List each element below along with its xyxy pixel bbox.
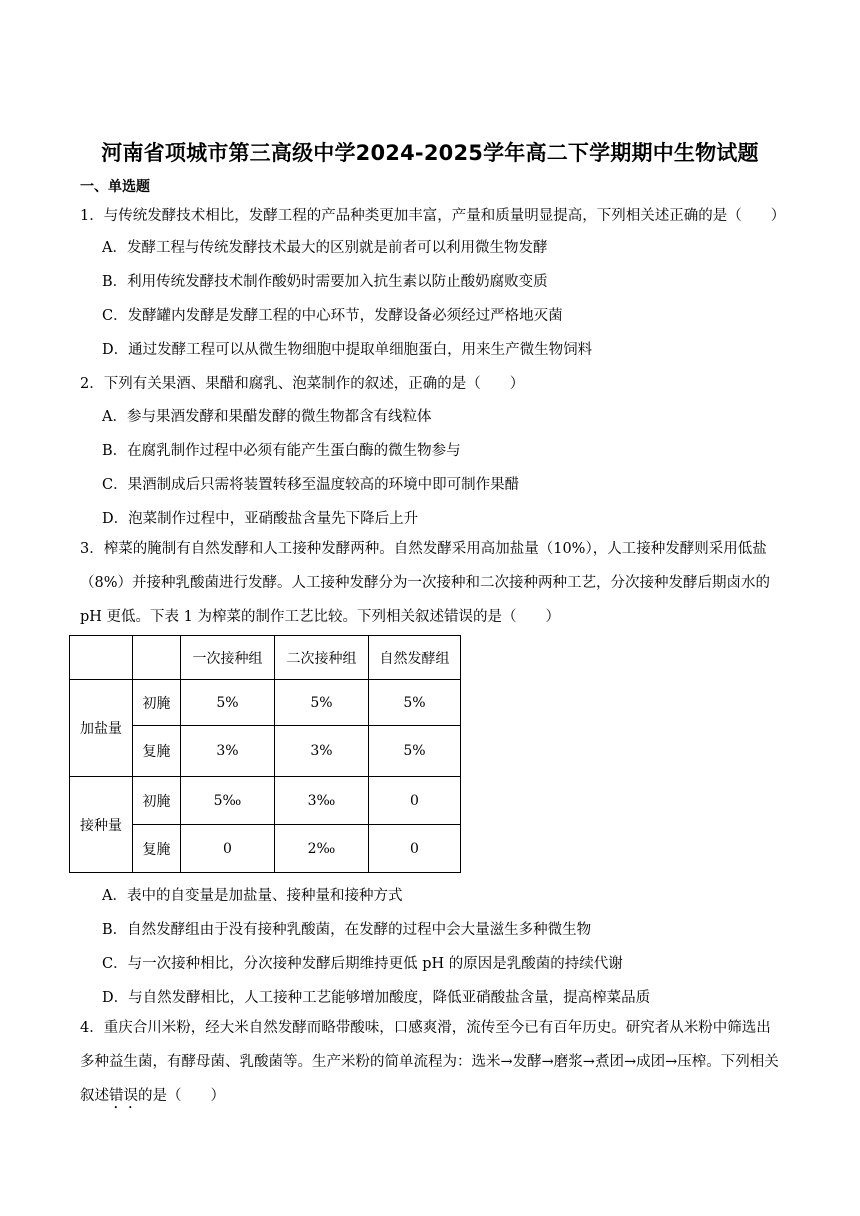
table-stage-cell: 复腌 [133,726,181,777]
question-3-option-c: C．与一次接种相比，分次接种发酵后期维持更低 pH 的原因是乳酸菌的持续代谢 [102,956,623,972]
question-2-option-a: A．参与果酒发酵和果醋发酵的微生物都含有线粒体 [102,409,432,425]
section-heading: 一、单选题 [80,179,150,195]
table-cell: 5% [181,680,275,726]
question-1-stem: 1．与传统发酵技术相比，发酵工程的产品种类更加丰富，产量和质量明显提高，下列相关述正确的是（ ） [80,208,786,224]
table-cell: 3% [181,726,275,777]
table-header-cell: 一次接种组 [181,636,275,680]
question-1-option-a: A．发酵工程与传统发酵技术最大的区别就是前者可以利用微生物发酵 [102,240,548,256]
question-2-option-b: B．在腐乳制作过程中必须有能产生蛋白酶的微生物参与 [102,443,461,459]
table-cell: 5‰ [181,777,275,825]
table-group-label: 加盐量 [70,680,133,777]
question-3-option-b: B．自然发酵组由于没有接种乳酸菌，在发酵的过程中会大量滋生多种微生物 [102,922,592,938]
question-3-option-a: A．表中的自变量是加盐量、接种量和接种方式 [102,888,403,904]
table-cell: 2‰ [275,825,369,873]
table-cell: 0 [369,777,461,825]
question-4-stem-lead: 下列相关叙述 [80,1054,779,1104]
table-cell: 3‰ [275,777,369,825]
table-cell: 3% [275,726,369,777]
table-cell: 5% [369,726,461,777]
question-1-option-c: C．发酵罐内发酵是发酵工程的中心环节，发酵设备必须经过严格地灭菌 [102,308,563,324]
question-3-stem: 3．榨菜的腌制有自然发酵和人工接种发酵两种。自然发酵采用高加盐量（10%），人工接种发酵则采用低盐（8%）并接种乳酸菌进行发酵。人工接种发酵分为一次接种和二次接种两种工艺，分次接种发酵后期卤水的 pH 更低。下表 1 为榨菜的制作工艺比较。下列相关叙述错误的是（ ） [80,541,770,625]
table-corner-cell [133,636,181,680]
question-4-stem-text: 4．重庆合川米粉，经大米自然发酵而略带酸味，口感爽滑，流传至今已有百年历史。研究者从米粉中筛选出多种益生菌，有酵母菌、乳酸菌等。生产米粉的简单流程为：选米→发酵→磨浆→煮团→成团→压榨。 [80,1020,771,1070]
question-4-emphasis: 错误 [109,1088,138,1104]
question-3-option-d: D．与自然发酵相比，人工接种工艺能够增加酸度，降低亚硝酸盐含量，提高榨菜品质 [102,990,651,1006]
table-cell: 5% [369,680,461,726]
table-corner-cell [70,636,133,680]
table-cell: 0 [181,825,275,873]
table-cell: 5% [275,680,369,726]
question-2-option-c: C．果酒制成后只需将装置转移至温度较高的环境中即可制作果醋 [102,477,520,493]
question-4-stem [80,1011,785,1113]
table-group-label: 接种量 [70,777,133,873]
table-stage-cell: 初腌 [133,777,181,825]
page-title: 河南省项城市第三高级中学2024-2025学年高二下学期期中生物试题 [101,141,759,165]
table-cell: 0 [369,825,461,873]
question-1-option-b: B．利用传统发酵技术制作酸奶时需要加入抗生素以防止酸奶腐败变质 [102,274,548,290]
question-2-option-d: D．泡菜制作过程中，亚硝酸盐含量先下降后上升 [102,511,419,527]
table-stage-cell: 复腌 [133,825,181,873]
question-4-stem-tail: 的是（ ） [138,1088,225,1104]
table-stage-cell: 初腌 [133,680,181,726]
table-header-cell: 二次接种组 [275,636,369,680]
question-2-stem: 2．下列有关果酒、果醋和腐乳、泡菜制作的叙述，正确的是（ ） [80,376,525,392]
comparison-table [69,635,461,873]
table-header-cell: 自然发酵组 [369,636,461,680]
question-1-option-d: D．通过发酵工程可以从微生物细胞中提取单细胞蛋白，用来生产微生物饲料 [102,342,593,358]
